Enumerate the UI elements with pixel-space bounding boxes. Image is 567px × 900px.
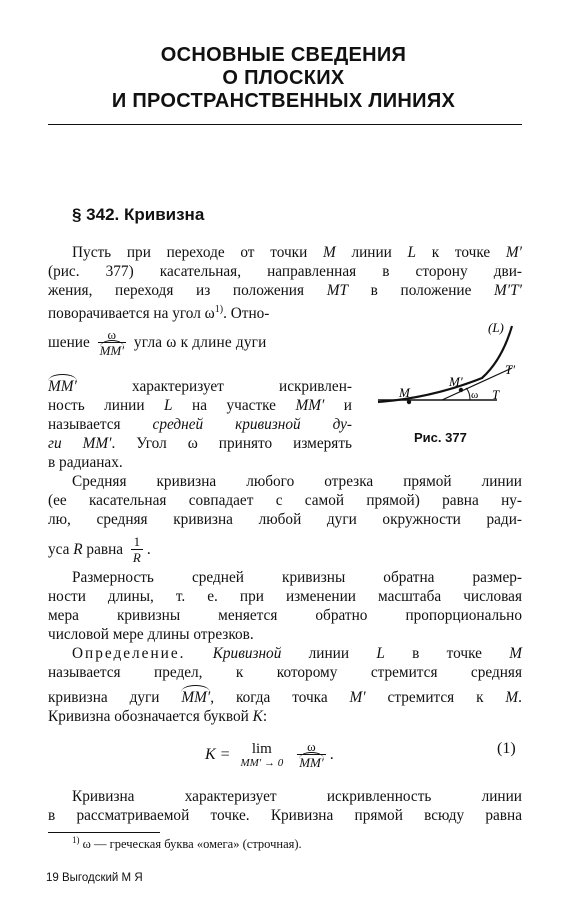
text-line: ность линии L на участке MM′ и xyxy=(48,397,352,414)
text-line: (рис. 377) касательная, направленная в сторону дви- xyxy=(48,263,522,280)
label-L: (L) xyxy=(488,320,504,335)
text-line: Средняя кривизна любого отрезка прямой линии xyxy=(72,473,522,490)
text-line: уса R равна $\frac{1}{R}$ . xyxy=(48,533,151,565)
footnote: $^{1)}$ ω — греческая буква «омега» (строчная). xyxy=(72,835,302,852)
text-line: Размерность средней кривизны обратна размер- xyxy=(72,569,522,586)
text-line: Пусть при переходе от точки M линии L к точке M′ xyxy=(72,244,522,261)
text-line: называется средней кривизной ду- xyxy=(48,416,353,433)
chapter-title-line: О ПЛОСКИХ xyxy=(222,67,345,89)
section-title: § 342. Кривизна xyxy=(72,205,205,224)
point-M xyxy=(407,400,411,404)
text-line: лю, средняя кривизна любой дуги окружности ради- xyxy=(48,511,522,528)
angle-arc xyxy=(466,388,470,400)
text-line: Кривизна обозначается буквой K: xyxy=(48,708,268,725)
fraction: $\frac{\omega}{MM'}$ xyxy=(99,326,125,358)
text-line: Определение. Кривизной линии L в точке M xyxy=(72,645,523,662)
text-line: Кривизна характеризует искривленность линии xyxy=(72,788,522,805)
text-line: поворачивается на угол $\omega^{1)}$. Отно- xyxy=(48,304,270,323)
label-T: T xyxy=(492,387,500,402)
figure-377 xyxy=(372,316,524,416)
text-line: числовой мере длины отрезков. xyxy=(48,626,254,643)
text-line: мера кривизны меняется обратно пропорционально xyxy=(48,607,522,624)
limit: lim MM′ → 0 xyxy=(240,741,284,769)
equation-number: (1) xyxy=(497,740,516,757)
printer-signature: 19 Выгодский М Я xyxy=(46,872,143,884)
text-line: жения, переходя из положения MT в положение M′T′ xyxy=(48,282,522,299)
formula-curvature: K = lim MM′ → 0 $\frac{\omega}{MM'}$ . xyxy=(205,739,334,770)
text-line: называется предел, к которому стремится средняя xyxy=(48,664,522,681)
text-line: кривизна дуги MM′, когда точка M′ стремится к M. xyxy=(48,689,522,706)
label-M-prime: M′ xyxy=(449,374,463,389)
footnote-divider xyxy=(48,832,160,833)
text-line: MM′ характеризует искривлен- xyxy=(48,378,352,395)
chapter-title-line: ОСНОВНЫЕ СВЕДЕНИЯ xyxy=(160,44,407,66)
chapter-divider xyxy=(48,124,522,125)
text-line: (ее касательная совпадает с самой прямой) равна ну- xyxy=(48,492,522,509)
text-line: ги MM′. Угол ω принято измерять xyxy=(48,435,352,452)
fraction: $\frac{1}{R}$ xyxy=(132,533,141,565)
text-line: ности длины, т. е. при изменении масштаба числовая xyxy=(48,588,522,605)
label-T-prime: T′ xyxy=(505,362,516,377)
text-line: в рассматриваемой точке. Кривизна прямой всюду равна xyxy=(48,807,522,824)
text-line: шение $\frac{\omega}{MM'}$ угла ω к длине дуги xyxy=(48,326,267,358)
text-line: в радианах. xyxy=(48,454,123,471)
figure-caption: Рис. 377 xyxy=(414,430,467,445)
label-M: M xyxy=(399,385,410,400)
chapter-title-line: И ПРОСТРАНСТВЕННЫХ ЛИНИЯХ xyxy=(111,90,456,112)
label-omega: ω xyxy=(471,389,479,401)
chapter-title xyxy=(30,44,537,113)
fraction: $\frac{\omega}{MM'}$ xyxy=(299,739,324,770)
